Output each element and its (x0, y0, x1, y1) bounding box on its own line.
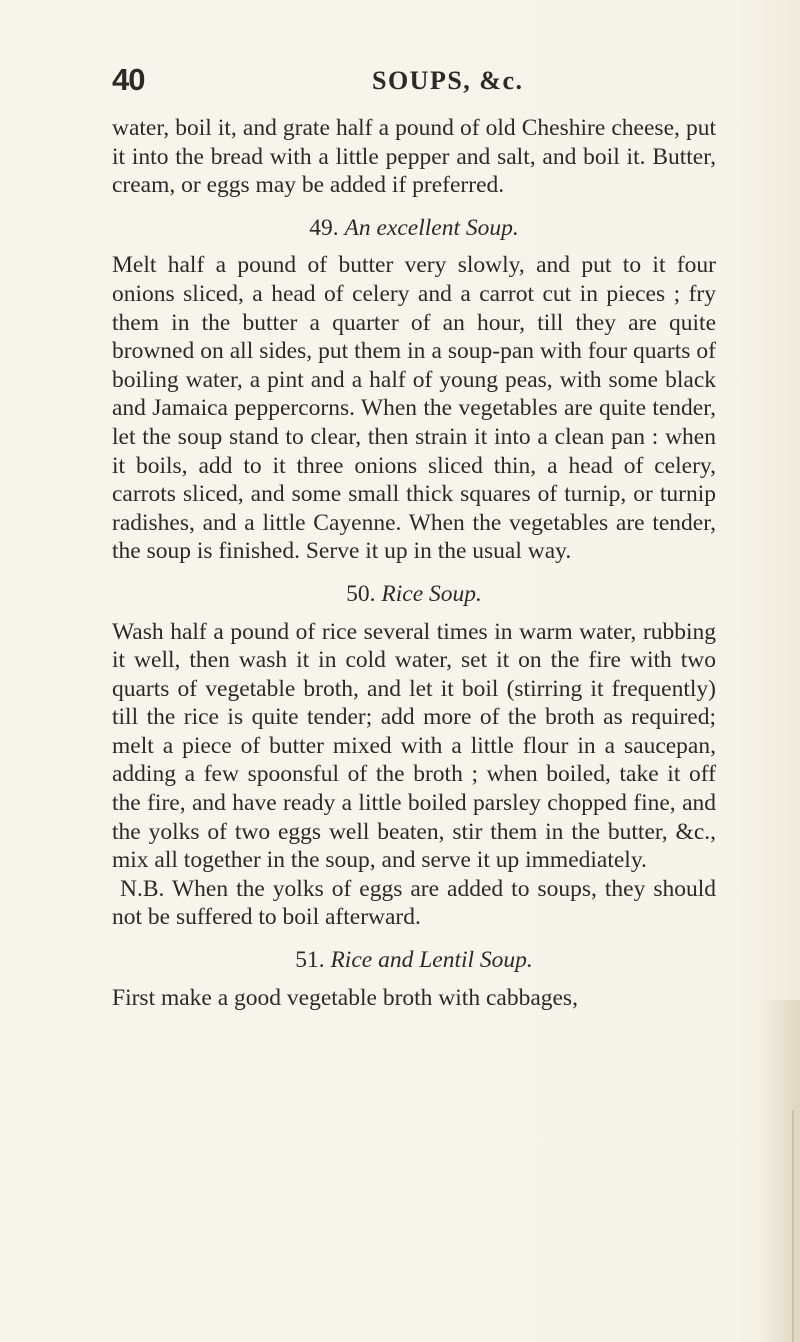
running-head: SOUPS, &c. (372, 66, 524, 95)
page-content (112, 114, 716, 1012)
recipe-name: Rice and Lentil Soup. (330, 947, 533, 974)
page-edge-shadow (760, 1000, 800, 1342)
recipe-50-title (112, 580, 716, 609)
recipe-50-body: Wash half a pound of rice several times in warm water, rubbing it well, then wash it in cold water, set it on the fire with two quarts of vegetable broth, and let it boil (stirring it frequently) till the rice is quite tender; add more of the broth as required; melt a piece of butter mixed with a little flour in a saucepan, adding a few spoonsful of the broth ; when boiled, take it off the fire, and have ready a little boiled parsley chopped fine, and the yolks of two eggs well beaten, stir them in the butter, &c., mix all together in the soup, and serve it up immediately. (112, 618, 716, 874)
recipe-49-body: Melt half a pound of butter very slowly, and put to it four onions sliced, a head of celery and a carrot cut in pieces ; fry them in the butter a quarter of an hour, till they are quite browned on all sides, put them in a soup-pan with four quarts of boiling water, a pint and a half of young peas, with some black and Jamaica peppercorns. When the vegetables are quite tender, let the soup stand to clear, then strain it into a clean pan : when it boils, add to it three onions sliced thin, a head of celery, carrots sliced, and some small thick squares of turnip, or turnip radishes, and a little Cayenne. When the vegetables are tender, the soup is finished. Serve it up in the usual way. (112, 252, 716, 565)
recipe-51-title (112, 946, 716, 975)
recipe-51-body: First make a good vegetable broth with cabbages, (112, 984, 578, 1011)
recipe-50-note: N.B. When the yolks of eggs are added to soups, they should not be suffered to boil afterward. (112, 875, 716, 931)
recipe-number: 49. (309, 214, 339, 241)
recipe-name: Rice Soup. (381, 580, 482, 607)
recipe-number: 51. (295, 947, 325, 974)
page-edge-line (792, 1110, 794, 1342)
recipe-49-title (112, 214, 716, 243)
page-number: 40 (112, 62, 145, 97)
recipe-number: 50. (346, 580, 376, 607)
intro-paragraph: water, boil it, and grate half a pound of old Cheshire cheese, put it into the bread with a little pepper and salt, and boil it. Butter, cream, or eggs may be added if preferred. (112, 115, 716, 199)
page-header (112, 62, 712, 102)
recipe-name: An excellent Soup. (344, 214, 519, 241)
